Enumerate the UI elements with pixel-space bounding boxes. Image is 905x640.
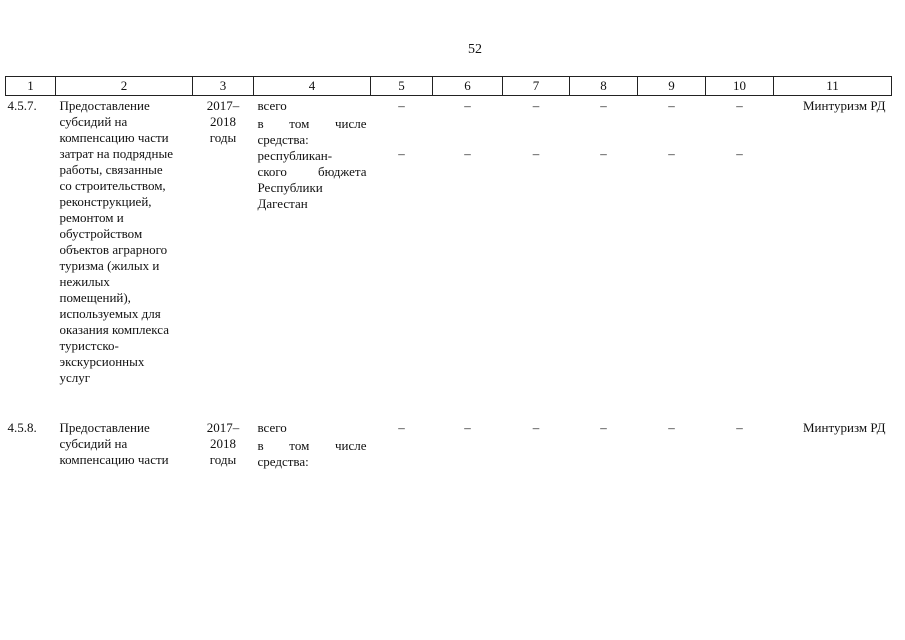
period-line: 2017– — [206, 420, 240, 435]
measure-name-line: ремонтом и — [59, 210, 124, 225]
value-budget: – — [600, 146, 607, 161]
value-cell-8 — [570, 96, 638, 387]
column-header-6: 6 — [433, 77, 503, 96]
funding-including-label: в том числе — [257, 438, 367, 453]
measure-name — [56, 418, 193, 470]
value-budget: – — [668, 146, 675, 161]
column-header-3: 3 — [193, 77, 254, 96]
measure-name-line: субсидий на — [59, 436, 128, 451]
table-row — [6, 418, 892, 470]
measure-name-line: объектов аграрного — [59, 242, 168, 257]
implementation-period — [193, 418, 254, 470]
measure-name-line: работы, связанные — [59, 162, 163, 177]
measure-name-line: затрат на подрядные — [59, 146, 174, 161]
value-total: – — [532, 98, 540, 113]
value-total: – — [600, 98, 607, 113]
measure-name-line: компенсацию части — [59, 130, 169, 145]
column-header-11: 11 — [774, 77, 892, 96]
value-budget: – — [464, 146, 471, 161]
period-line: годы — [209, 130, 237, 145]
value-total: – — [668, 420, 675, 435]
column-header-2: 2 — [56, 77, 193, 96]
period-line: годы — [209, 452, 237, 467]
table-header-row — [6, 77, 892, 96]
column-header-5: 5 — [371, 77, 433, 96]
value-budget: – — [736, 146, 743, 161]
funding-including-label-2: средства: — [257, 132, 309, 147]
funding-including-label-2: средства: — [257, 454, 309, 469]
row-number: 4.5.7. — [7, 98, 37, 113]
funding-budget-line: ского бюджета — [257, 164, 367, 179]
value-cell-7 — [503, 418, 570, 470]
value-total: – — [736, 98, 743, 113]
row-number: 4.5.8. — [7, 420, 37, 435]
value-total: – — [668, 98, 675, 113]
value-total: – — [464, 98, 471, 113]
measure-name-line: нежилых — [59, 274, 110, 289]
measure-name-line: обустройством — [59, 226, 143, 241]
measure-name-line: Предоставление — [59, 98, 150, 113]
column-header-4: 4 — [254, 77, 371, 96]
measure-name-line: туризма (жилых и — [59, 258, 160, 273]
value-cell-10 — [706, 418, 774, 470]
measure-name-line: туристско- — [59, 338, 119, 353]
measure-name-line: оказания комплекса — [59, 322, 169, 337]
funding-budget-line: республикан- — [257, 148, 333, 163]
measure-name-line: используемых для — [59, 306, 161, 321]
value-cell-5 — [371, 96, 433, 387]
measure-name-line: со строительством, — [59, 178, 166, 193]
measure-name-line: экскурсионных — [59, 354, 145, 369]
value-cell-5 — [371, 418, 433, 470]
value-cell-6 — [433, 418, 503, 470]
column-header-7: 7 — [503, 77, 570, 96]
value-total: – — [398, 420, 405, 435]
value-total: – — [464, 420, 471, 435]
funding-budget-line: Республики — [257, 180, 323, 195]
measure-name — [56, 96, 193, 387]
measure-name-line: субсидий на — [59, 114, 128, 129]
period-line: 2017– — [206, 98, 240, 113]
implementation-period — [193, 96, 254, 387]
page-number: 52 — [468, 42, 482, 57]
funding-total-label: всего — [257, 420, 287, 435]
measure-name-line: реконструкцией, — [59, 194, 152, 209]
value-cell-9 — [638, 96, 706, 387]
period-line: 2018 — [210, 114, 236, 129]
measure-name-line: компенсацию части — [59, 452, 169, 467]
funding-including-label: в том числе — [257, 116, 367, 131]
value-cell-7 — [503, 96, 570, 387]
value-cell-6 — [433, 96, 503, 387]
period-line: 2018 — [210, 436, 236, 451]
measure-name-line: помещений), — [59, 290, 131, 305]
value-cell-10 — [706, 96, 774, 387]
column-header-1: 1 — [6, 77, 56, 96]
value-cell-9 — [638, 418, 706, 470]
measure-name-line: Предоставление — [59, 420, 150, 435]
column-header-10: 10 — [706, 77, 774, 96]
funding-source — [254, 96, 371, 387]
funding-budget-line: Дагестан — [257, 196, 308, 211]
value-cell-8 — [570, 418, 638, 470]
value-total: – — [398, 98, 405, 113]
executor: Минтуризм РД — [803, 98, 886, 113]
column-header-8: 8 — [570, 77, 638, 96]
value-total: – — [532, 420, 540, 435]
executor: Минтуризм РД — [803, 420, 886, 435]
column-header-9: 9 — [638, 77, 706, 96]
funding-source — [254, 418, 371, 470]
value-total: – — [600, 420, 607, 435]
measure-name-line: услуг — [59, 370, 91, 385]
table-row — [6, 96, 892, 387]
value-budget: – — [532, 146, 540, 161]
program-table — [5, 76, 892, 470]
funding-total-label: всего — [257, 98, 287, 113]
value-total: – — [736, 420, 743, 435]
value-budget: – — [398, 146, 405, 161]
